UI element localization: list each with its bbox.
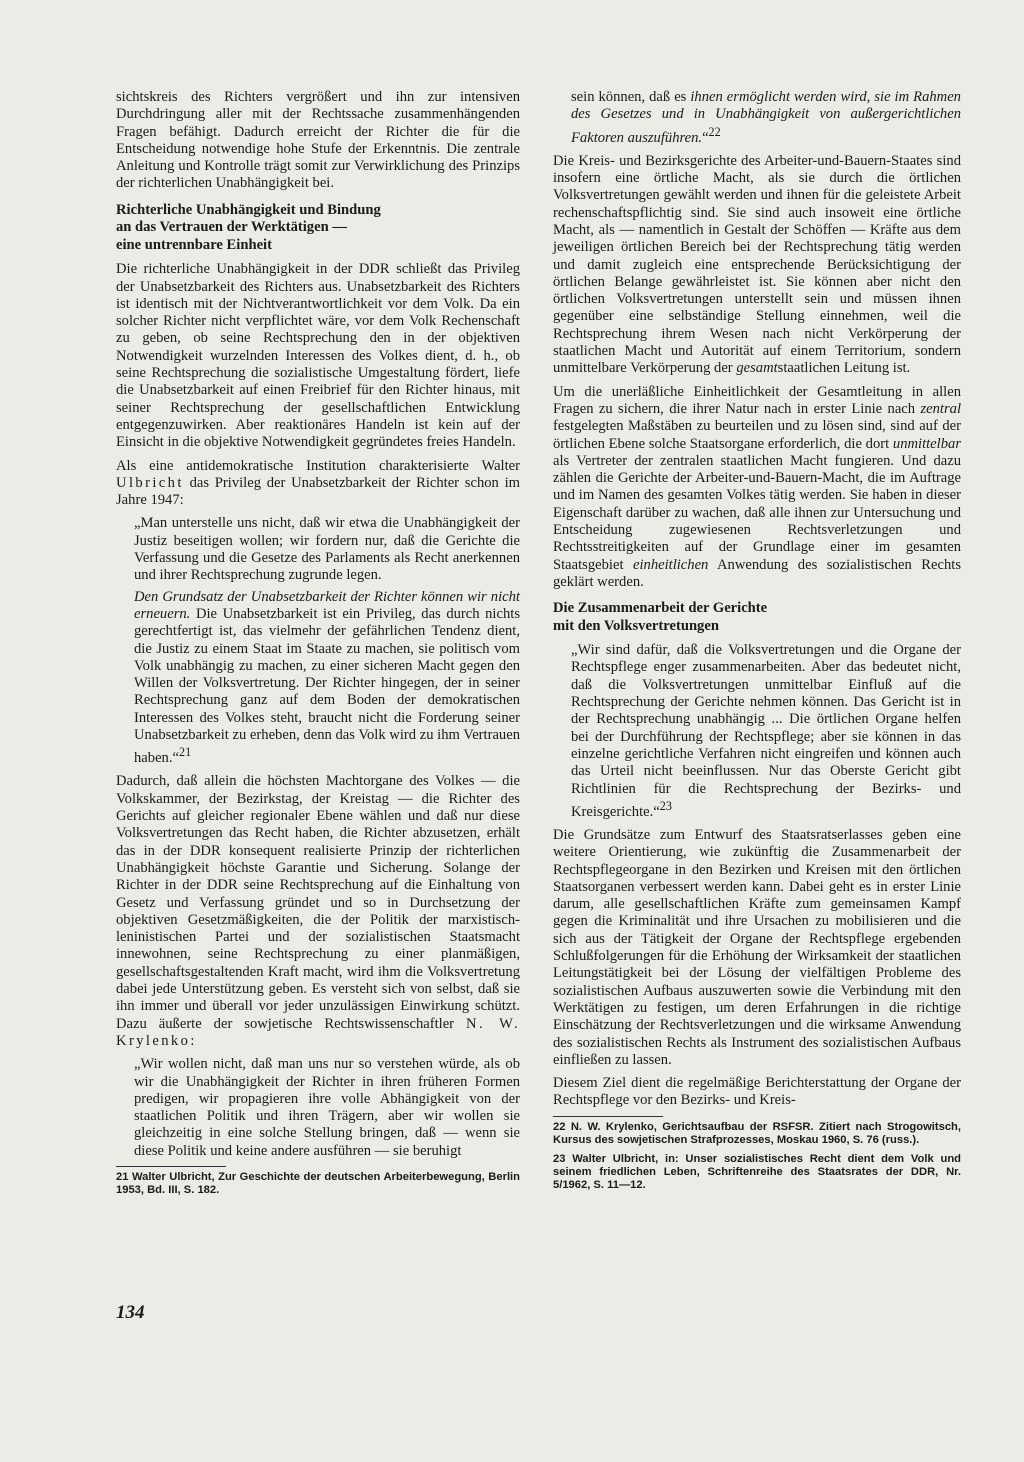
text-run: Als eine antidemokratische Institution charakterisierte Walter — [116, 457, 520, 474]
left-paragraph-4 — [116, 773, 520, 1050]
footnote-ref: 22 — [708, 124, 721, 139]
text-run: staatlichen Leitung ist. — [777, 360, 911, 377]
left-quote-1: „Man unterstelle uns nicht, daß wir etwa die Unabhängigkeit der Justiz beseitigen wollen; wir fordern nur, daß die Gerichte die Verfassung und die Gesetze des Parlaments als Recht anerkennen und ihrer Rechtsprechung zugrunde legen. — [134, 515, 520, 584]
right-quote-continuation — [571, 89, 961, 147]
right-paragraph-4: Diesem Ziel dient die regelmäßige Berichterstattung der Organe der Rechtspflege vor den Bezirks- und Kreis- — [553, 1075, 961, 1109]
left-section-heading — [116, 202, 520, 255]
author-name: N. W. Krylenko: — [116, 1015, 520, 1049]
footnote-divider — [553, 1116, 663, 1117]
left-paragraph-2: Die richterliche Unabhängigkeit in der DDR schließt das Privileg der Unabsetzbarkeit des Richters aus. Unabsetzbarkeit des Richters ist identisch mit der Nichtverantwortlichkeit vor dem Volk. Da ein solcher Richter nicht verpflichtet wäre, vor dem Volk Rechenschaft zu geben, ob seine Rechtsprechung den in der objektiven Notwendigkeit wurzelnden Interessen des Volkes dient, d. h., ob seine Rechtsprechung die sozialistische Umgestaltung fördert, liefe die Unabsetzbarkeit auf einen Freibrief für den Richter hinaus, mit seiner Rechtsprechung der gesellschaftlichen Entwicklung entgegenzuwirken. Aber reaktionäres Handeln ist kein auf der Einsicht in die objektive Notwendigkeit gegründetes freies Handeln. — [116, 261, 520, 451]
right-quote-1 — [571, 642, 961, 821]
right-paragraph-2 — [553, 384, 961, 592]
left-quote-3: „Wir wollen nicht, daß man uns nur so verstehen würde, als ob wir die Unabhängigkeit der Richter in ihren früheren Formen predigen, wir propagieren ihre volle Abhängigkeit von der staatlichen Politik und ihren Trägern, aber wir wollen sie gleichzeitig in eine solche Stellung bringen, daß — wenn sie diese Politik und keine andere ausführen — sie beruhigt — [134, 1056, 520, 1159]
right-column — [553, 89, 961, 1198]
footnote-divider — [116, 1166, 226, 1167]
italic-emphasis: einheitlichen — [632, 556, 709, 573]
left-heading-line-1: Richterliche Unabhängigkeit und Bindung — [116, 201, 381, 218]
text-run: Die Kreis- und Bezirksgerichte des Arbeiter-und-Bauern-Staates sind insofern eine örtliche Macht, als sie durch die örtlichen Volksvertretungen gewählt werden und ihnen für die geleistete Arbeit rechenschaftspflichtig sind. Sie sind auch insoweit eine örtliche Macht, als — namentlich in Gestalt der Schöffen — Kräfte aus dem jeweiligen örtlichen Bereich bei der Rechtsprechung tätig werden und damit zugleich eine entsprechende Berücksichtigung der örtlichen Belange gewährleistet ist. Sie können aber nicht den örtlichen Volksvertretungen unterstellt sein und müssen ihnen gegenüber eine selbständige Stellung einnehmen, weil die Rechtsprechung ihrem Wesen nach nicht Verkörperung der staatlichen Macht und Autorität auf einem Territorium, sondern unmittelbare Verkörperung der — [553, 152, 961, 377]
left-column — [116, 89, 520, 1203]
left-paragraph-3 — [116, 458, 520, 510]
left-quote-2 — [134, 589, 520, 768]
author-name: Ulbricht — [116, 474, 184, 491]
text-run: Dadurch, daß allein die höchsten Machtorgane des Volkes — die Volkskammer, der Bezirkstag, der Kreistag — die Richter des Gerichts auf gleicher regionaler Ebene wählen und daß nur diese Volksvertretungen das Recht haben, die Richter abzusetzen, erhält das in der DDR konsequent realisierte Prinzip der richterlichen Unabhängigkeit höchste Garantie und Sicherung. Solange der Richter in der DDR seine Rechtsprechung auf die Einhaltung von Gesetz und Verfassung gründet und so in Durchsetzung der objektiven Gesetzmäßigkeiten, die der Politik der marxistisch-leninistischen Partei und der sozialistischen Staatsmacht innewohnen, seine Rechtsprechung zu einer planmäßigen, gesellschaftsgestaltenden Kraft macht, wird ihm die Volksvertretung dabei jede Unterstützung geben. Es versteht sich von selbst, daß sie ihn immer und überall vor jeder unzulässigen Einwirkung schützt. Dazu äußerte der sowjetische Rechtswissenschaftler — [116, 773, 520, 1032]
footnote-23: 23 Walter Ulbricht, in: Unser sozialistisches Recht dient dem Volk und seinem friedlichen Leben, Schriftenreihe des Staatsrates der DDR, Nr. 5/1962, S. 11—12. — [553, 1152, 961, 1191]
italic-emphasis: zentral — [920, 400, 961, 417]
right-heading-line-1: Die Zusammenarbeit der Gerichte — [553, 600, 768, 617]
italic-emphasis: ihnen ermöglicht werden wird, sie im Rahmen des Gesetzes und in Unabhängigkeit von außergerichtlichen Faktoren auszuführen. — [571, 89, 961, 146]
text-run: Um die unerläßliche Einheitlichkeit der Gesamtleitung in allen Fragen zu sichern, die ihrer Natur nach in erster Linie nach — [553, 383, 961, 417]
text-run: das Privileg der Unabsetzbarkeit der Richter schon im Jahre 1947: — [116, 474, 520, 509]
right-paragraph-3: Die Grundsätze zum Entwurf des Staatsratserlasses geben eine weitere Orientierung, wie zukünftig die Zusammenarbeit der Rechtspflegeorgane in den Bezirken und Kreisen mit den örtlichen Staatsorganen verbessert werden kann. Dabei geht es in erster Linie darum, alle gesellschaftlichen Kräfte zum gemeinsamen Kampf gegen die Kriminalität und ihre Ursachen zu mobilisieren und die sich aus der Tätigkeit der Organe der Rechtspflege ergebenden Schlußfolgerungen für die Erhöhung der Wirksamkeit der staatlichen Leitungstätigkeit bei der Lösung der vielfältigen Probleme des sozialistischen Aufbaus auszuwerten sowie die Verbindung mit den Werktätigen zu festigen, um deren Erfahrungen in die richtige Einschätzung der Rechtsverletzungen und die wirksame Anwendung des sozialistischen Rechts als Instrument des sozialistischen Aufbaus einfließen zu lassen. — [553, 827, 961, 1068]
right-section-heading — [553, 600, 961, 635]
page-number: 134 — [116, 1302, 145, 1323]
footnote-ref: 21 — [178, 745, 192, 760]
left-paragraph-1: sichtskreis des Richters vergrößert und ihn zur intensiven Durchdringung aller mit der Rechtssache zusammenhängenden Fragen befähigt. Dadurch erreicht der Richter die für die Entscheidung notwendige hohe Stufe der Erkenntnis. Die zentrale Anleitung und Kontrolle trägt somit zur Verwirklichung des Prinzips der richterlichen Unabhängigkeit bei. — [116, 89, 520, 192]
footnote-22: 22 N. W. Krylenko, Gerichtsaufbau der RSFSR. Zitiert nach Strogowitsch, Kursus des sowjetischen Strafprozesses, Moskau 1960, S. 76 (russ.). — [553, 1120, 961, 1146]
text-run: festgelegten Maßstäben zu beurteilen und zu lösen sind, sind auf der örtlichen Ebene solche Staatsorgane erforderlich, die dort — [553, 418, 961, 452]
text-run: sein können, daß es — [571, 89, 691, 105]
text-run: “ — [702, 129, 709, 146]
footnote-ref: 23 — [659, 798, 672, 813]
right-paragraph-1 — [553, 153, 961, 378]
italic-emphasis: unmittelbar — [892, 435, 961, 452]
right-heading-line-2: mit den Volksvertretungen — [553, 617, 719, 634]
left-heading-line-2: an das Vertrauen der Werktätigen — — [116, 219, 347, 236]
text-run: als Vertreter der zentralen staatlichen Macht fungieren. Und dazu zählen die Gerichte der Arbeiter-und-Bauern-Macht, die im Auftrage und im Namen des gesamten Volkes tätig werden. Sie haben in dieser Eigenschaft darüber zu wachen, daß alle ihnen zur Untersuchung und Entscheidung zugewiesenen Rechtsverletzungen und Rechtsstreitigkeiten auf der Grundlage einer im gesamten Staatsgebiet — [553, 452, 961, 573]
text-run: „Wir sind dafür, daß die Volksvertretungen und die Organe der Rechtspflege enger zusammenarbeiten. Aber das bedeutet nicht, daß die Volksvertretungen unmittelbar Einfluß auf die Rechtsprechung der Gerichte nehmen können. Das Gericht ist in der Rechtsprechung unabhängig ... Die örtlichen Organe helfen bei der Durchführung der Rechtspflege; aber sie können in das einzelne gerichtliche Verfahren nicht eingreifen und können auch das Urteil nicht beeinflussen. Nur das Oberste Gericht gibt Richtlinien für die Rechtsprechung der Bezirks- und Kreisgerichte.“ — [571, 642, 961, 820]
text-run: Die Unabsetzbarkeit ist ein Privileg, das durch nichts gerechtfertigt ist, das vielmehr der gefährlichen Tendenz dient, die Justiz zu einem Staat im Staate zu machen, sie politisch vom Volk unabhängig zu machen, zu einer sicheren Macht gegen den Willen der Volksvertretung. Der Richter hingegen, der in seiner Rechtsprechung ganz auf dem Boden der demokratischen Interessen des Volkes steht, braucht nicht die Forderung seiner Unabsetzbarkeit zu erheben, denn das Volk wird zu ihm Vertrauen haben.“ — [134, 605, 520, 767]
italic-emphasis: gesamt — [736, 360, 778, 377]
italic-emphasis: Den Grundsatz der Unabsetzbarkeit der Richter können wir nicht erneuern. — [134, 588, 520, 622]
text-run: Anwendung des sozialistischen Rechts geklärt werden. — [553, 556, 961, 590]
left-heading-line-3: eine untrennbare Einheit — [116, 236, 272, 253]
footnote-21: 21 Walter Ulbricht, Zur Geschichte der deutschen Arbeiterbewegung, Berlin 1953, Bd. III, S. 182. — [116, 1170, 520, 1196]
